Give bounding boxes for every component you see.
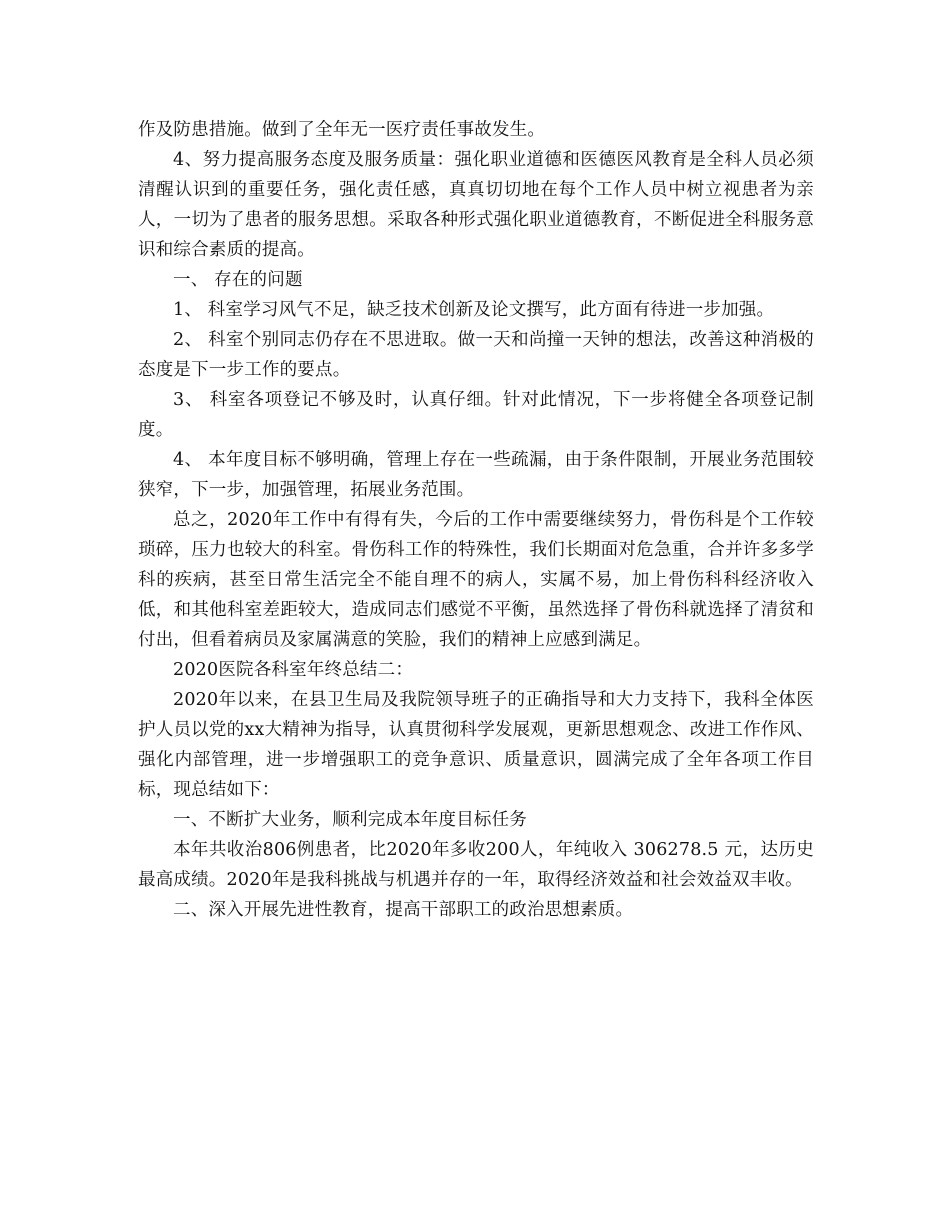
document-body [138,115,814,925]
business-paragraph: 本年共收治806例患者，比2020年多收200人，年纯收入 306278.5 元，达历史最高成绩。2020年是我科挑战与机遇并存的一年，取得经济效益和社会效益双丰收。 [138,840,814,890]
section-heading-problems: 一、 存在的问题 [173,270,303,290]
problem-item-1: 1、 科室学习风气不足，缺乏技术创新及论文撰写，此方面有待进一步加强。 [173,300,775,320]
section-heading-education: 二、深入开展先进性教育，提高干部职工的政治思想素质。 [173,900,634,920]
paragraph-1: 作及防患措施。做到了全年无一医疗责任事故发生。 [138,120,546,140]
problem-item-4: 4、 本年度目标不够明确，管理上存在一些疏漏，由于条件限制，开展业务范围较狭窄，下一步，加强管理，拓展业务范围。 [138,450,814,500]
problem-item-3: 3、 科室各项登记不够及时，认真仔细。针对此情况，下一步将健全各项登记制度。 [138,390,814,440]
summary-paragraph: 总之，2020年工作中有得有失，今后的工作中需要继续努力，骨伤科是个工作较琐碎，压力也较大的科室。骨伤科工作的特殊性，我们长期面对危急重，合并许多多学科的疾病，甚至日常生活完全不能自理不的病人，实属不易，加上骨伤科科经济收入低，和其他科室差距较大，造成同志们感觉不平衡，虽然选择了骨伤科就选择了清贫和付出，但看着病员及家属满意的笑脸，我们的精神上应感到满足。 [138,510,814,650]
section-title-two: 2020医院各科室年终总结二： [173,660,414,680]
paragraph-2: 4、努力提高服务态度及服务质量：强化职业道德和医德医风教育是全科人员必须清醒认识到的重要任务，强化责任感，真真切切地在每个工作人员中树立视患者为亲人，一切为了患者的服务思想。采取各种形式强化职业道德教育，不断促进全科服务意识和综合素质的提高。 [138,150,814,260]
problem-item-2: 2、 科室个别同志仍存在不思进取。做一天和尚撞一天钟的想法，改善这种消极的态度是下一步工作的要点。 [138,330,814,380]
section-heading-business: 一、不断扩大业务，顺利完成本年度目标任务 [173,810,527,830]
intro-paragraph: 2020年以来，在县卫生局及我院领导班子的正确指导和大力支持下，我科全体医护人员以党的xx大精神为指导，认真贯彻科学发展观，更新思想观念、改进工作作风、强化内部管理，进一步增强职工的竞争意识、质量意识，圆满完成了全年各项工作目标，现总结如下： [138,690,814,800]
